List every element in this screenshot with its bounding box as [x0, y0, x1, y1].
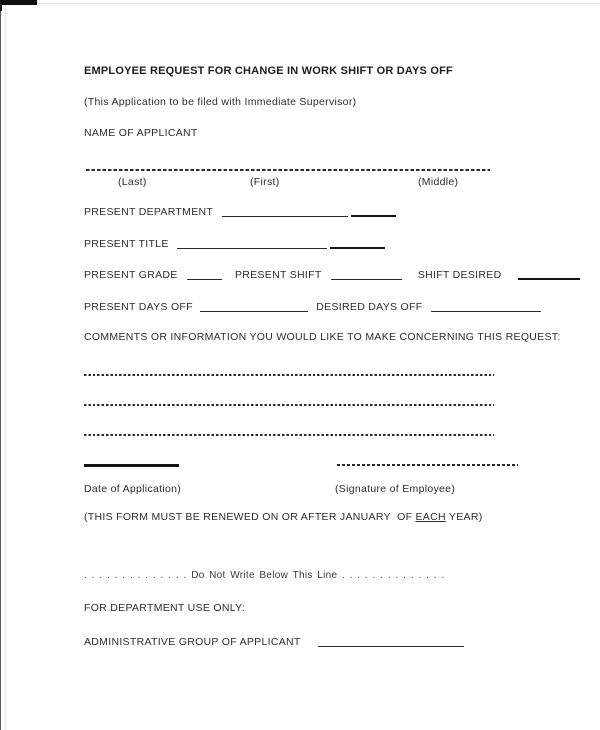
comments-line-2[interactable] — [84, 404, 494, 406]
employee-signature-caption: (Signature of Employee) — [335, 483, 456, 495]
shift-desired-field[interactable] — [518, 269, 580, 280]
form-subtitle: (This Application to be filed with Immediate Supervisor) — [84, 96, 357, 108]
name-caption-middle: (Middle) — [418, 176, 459, 188]
desired-days-off-field[interactable] — [431, 301, 541, 312]
administrative-group-label: ADMINISTRATIVE GROUP OF APPLICANT — [84, 636, 301, 648]
present-title-field[interactable] — [177, 238, 327, 249]
name-caption-first: (First) — [250, 176, 280, 188]
department-use-only-label: FOR DEPARTMENT USE ONLY: — [84, 602, 246, 614]
employee-signature-field[interactable] — [337, 464, 518, 466]
date-of-application-field[interactable] — [84, 464, 179, 467]
divider-dots-left: . . . . . . . . . . . . . . — [84, 570, 187, 581]
scan-corner-stub — [0, 0, 2, 11]
name-of-applicant-label: NAME OF APPLICANT — [84, 127, 198, 139]
comments-label: COMMENTS OR INFORMATION YOU WOULD LIKE TO MAKE CONCERNING THIS REQUEST: — [84, 331, 561, 343]
divider-dots-right: . . . . . . . . . . . . . . — [341, 570, 445, 581]
present-department-field-end[interactable] — [351, 206, 396, 217]
present-grade-label: PRESENT GRADE — [84, 269, 178, 281]
name-caption-last: (Last) — [118, 176, 147, 188]
comments-line-1[interactable] — [84, 374, 494, 376]
renewal-note-prefix: (THIS FORM MUST BE RENEWED ON OR AFTER JANUARY OF — [84, 511, 416, 523]
form-title: EMPLOYEE REQUEST FOR CHANGE IN WORK SHIFT OR DAYS OFF — [84, 65, 453, 77]
page-border-top — [0, 3, 600, 4]
present-grade-field[interactable] — [187, 269, 222, 280]
present-department-label: PRESENT DEPARTMENT — [84, 206, 213, 218]
scan-corner-mark — [0, 0, 37, 5]
present-days-off-field[interactable] — [200, 301, 308, 312]
present-shift-field[interactable] — [331, 269, 402, 280]
do-not-write-divider — [84, 570, 445, 581]
shift-desired-label: SHIFT DESIRED — [417, 269, 502, 281]
desired-days-off-label: DESIRED DAYS OFF — [316, 301, 423, 313]
administrative-group-field[interactable] — [318, 636, 464, 647]
comments-line-3[interactable] — [84, 434, 494, 436]
renewal-note-underlined: EACH — [415, 511, 446, 523]
renewal-note-suffix: YEAR) — [445, 511, 483, 523]
scan-edge-left — [0, 0, 1, 730]
present-title-label: PRESENT TITLE — [84, 238, 169, 250]
present-department-field[interactable] — [222, 206, 348, 217]
present-shift-label: PRESENT SHIFT — [235, 269, 322, 281]
divider-label: Do Not Write Below This Line — [186, 570, 342, 581]
name-field-line[interactable] — [86, 169, 490, 171]
page-border-left — [5, 0, 6, 730]
present-title-field-end[interactable] — [330, 238, 385, 249]
renewal-note — [84, 511, 483, 523]
date-of-application-caption: Date of Application) — [84, 483, 182, 495]
present-days-off-label: PRESENT DAYS OFF — [84, 301, 193, 313]
